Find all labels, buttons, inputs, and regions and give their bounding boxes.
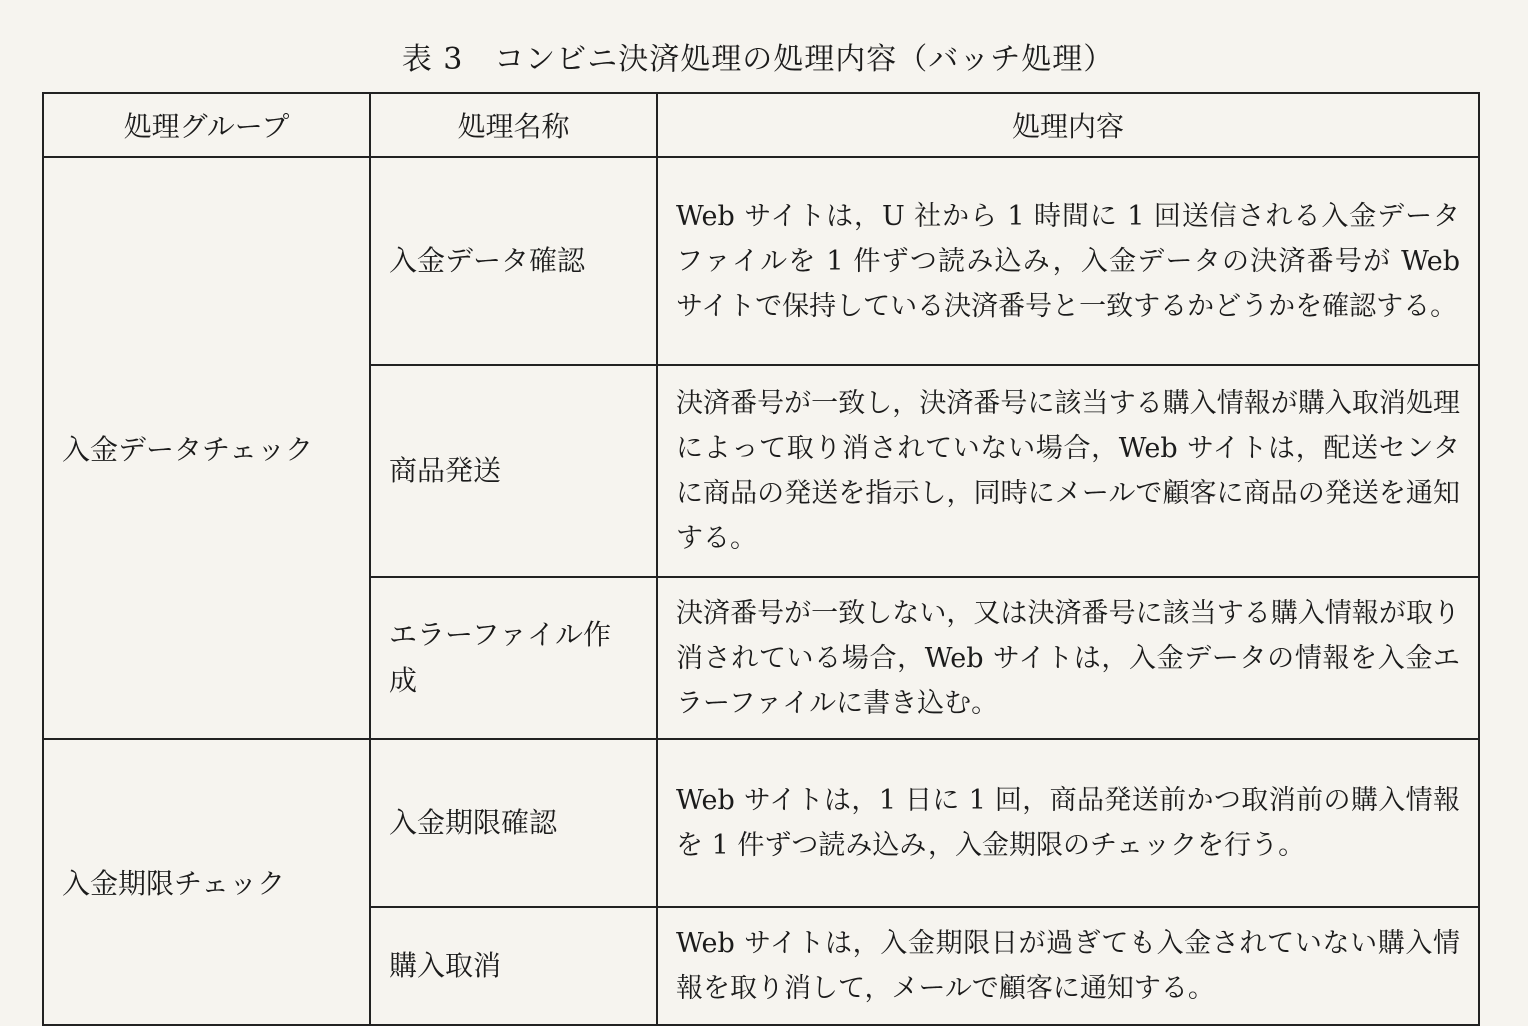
header-process-group: 処理グループ [43, 93, 370, 157]
process-name-cell: 入金期限確認 [370, 739, 657, 907]
table-row [43, 739, 1479, 907]
table-row [43, 157, 1479, 365]
process-content-cell: 決済番号が一致しない，又は決済番号に該当する購入情報が取り消されている場合，Web サイトは，入金データの情報を入金エラーファイルに書き込む。 [657, 577, 1479, 739]
group-cell: 入金データチェック [43, 157, 370, 739]
process-table [42, 92, 1480, 1026]
process-content-cell: Web サイトは，入金期限日が過ぎても入金されていない購入情報を取り消して，メールで顧客に通知する。 [657, 907, 1479, 1025]
process-name-cell: 購入取消 [370, 907, 657, 1025]
process-name-cell: エラーファイル作成 [370, 577, 657, 739]
process-content-cell: Web サイトは，U 社から 1 時間に 1 回送信される入金データファイルを 1 件ずつ読み込み，入金データの決済番号が Web サイトで保持している決済番号と一致するかどうかを確認する。 [657, 157, 1479, 365]
process-name-cell: 入金データ確認 [370, 157, 657, 365]
header-process-content: 処理内容 [657, 93, 1479, 157]
process-name-cell: 商品発送 [370, 365, 657, 577]
header-row [43, 93, 1479, 157]
header-process-name: 処理名称 [370, 93, 657, 157]
group-cell: 入金期限チェック [43, 739, 370, 1025]
process-content-cell: Web サイトは，1 日に 1 回，商品発送前かつ取消前の購入情報を 1 件ずつ読み込み，入金期限のチェックを行う。 [657, 739, 1479, 907]
process-content-cell: 決済番号が一致し，決済番号に該当する購入情報が購入取消処理によって取り消されていない場合，Web サイトは，配送センタに商品の発送を指示し，同時にメールで顧客に商品の発送を通知する。 [657, 365, 1479, 577]
table-caption: 表 3 コンビニ決済処理の処理内容（バッチ処理） [401, 42, 1115, 77]
